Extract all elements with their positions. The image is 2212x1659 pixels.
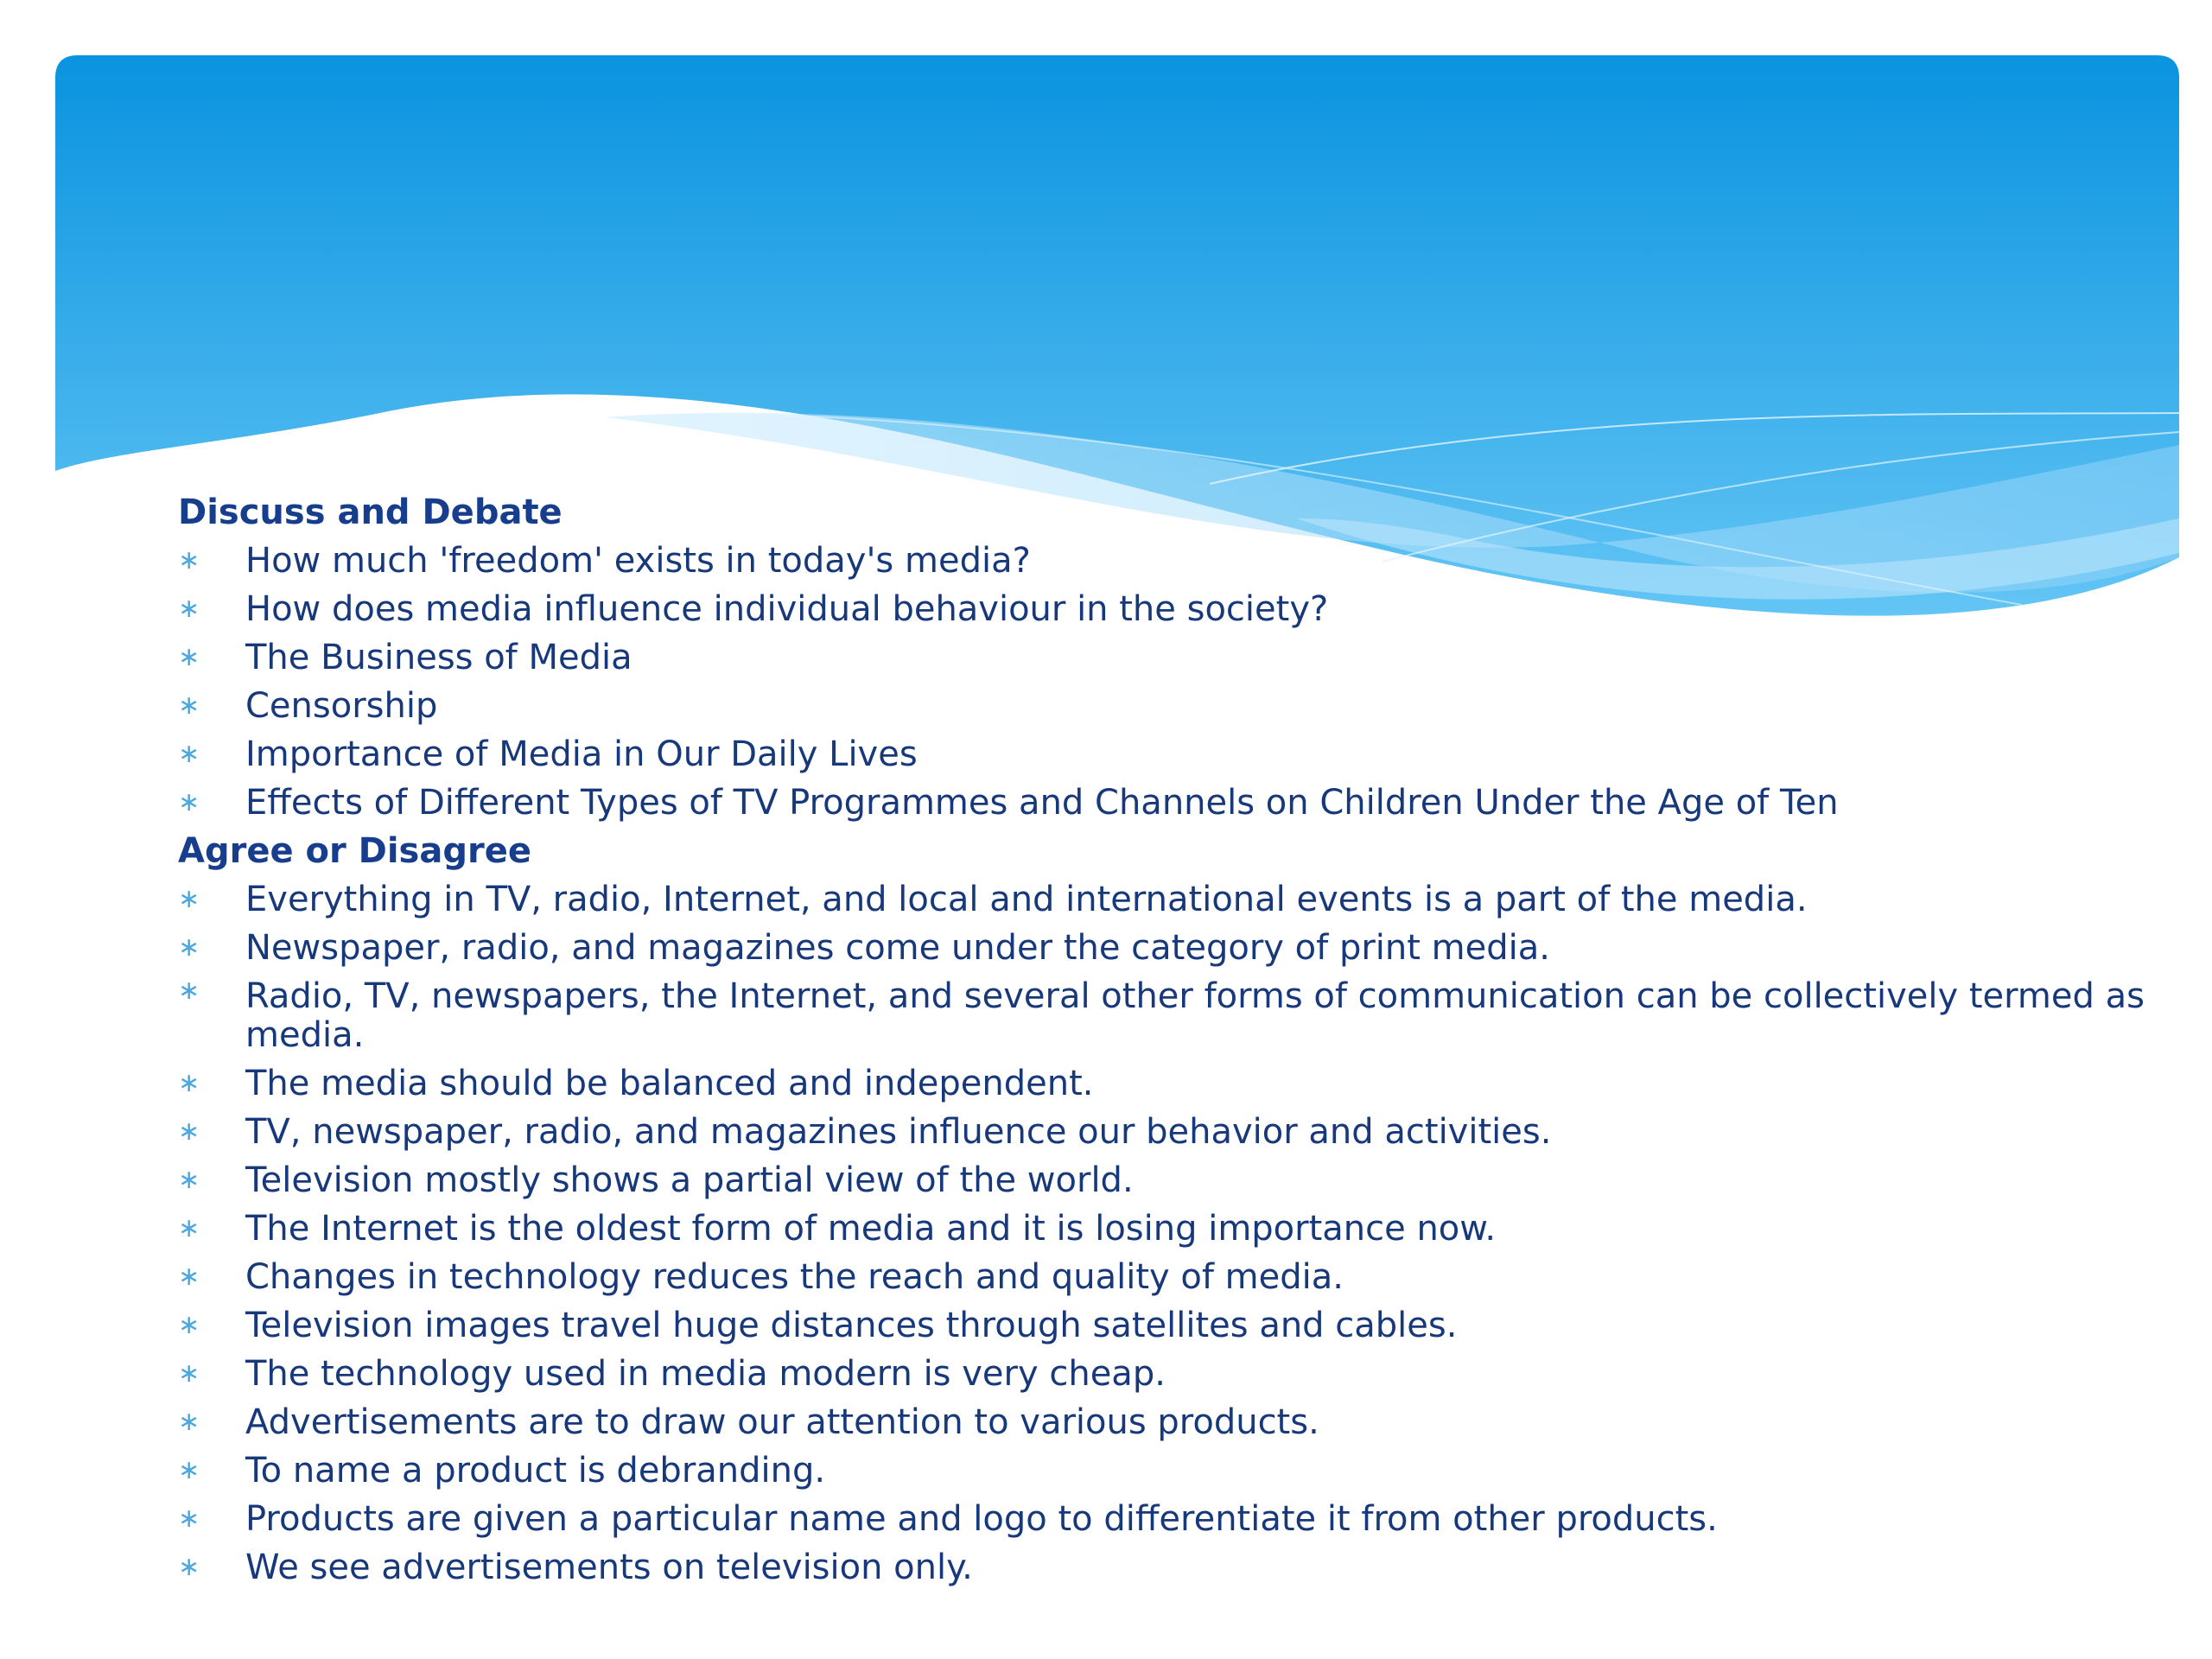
list-item-text: Television images travel huge distances through satellites and cables.: [245, 1306, 1458, 1345]
list-item: [178, 1446, 2165, 1495]
asterisk-icon: ∗: [178, 1552, 200, 1582]
list-item: [178, 1301, 2165, 1350]
asterisk-icon: ∗: [178, 1503, 200, 1534]
list-item-text: TV, newspaper, radio, and magazines influence our behavior and activities.: [245, 1112, 1552, 1152]
list-item: [178, 585, 2165, 633]
list-item: [178, 1495, 2165, 1543]
list-item-text: Products are given a particular name and logo to differentiate it from other products.: [245, 1499, 1718, 1539]
asterisk-icon: ∗: [178, 884, 200, 914]
asterisk-icon: ∗: [178, 1165, 200, 1195]
list-item: [178, 1059, 2165, 1108]
list-item: [178, 1398, 2165, 1446]
asterisk-icon: ∗: [178, 1213, 200, 1243]
list-item: [178, 1108, 2165, 1156]
list-item-text: The Internet is the oldest form of media and it is losing importance now.: [245, 1209, 1497, 1249]
section-heading: Agree or Disagree: [178, 831, 531, 871]
asterisk-icon: ∗: [178, 787, 200, 817]
topic-list: [178, 875, 2165, 1592]
list-item-text: Importance of Media in Our Daily Lives: [245, 734, 918, 774]
section-heading: Discuss and Debate: [178, 493, 563, 532]
list-item-text: The Business of Media: [245, 638, 632, 677]
asterisk-icon: ∗: [178, 739, 200, 769]
topic-list: [178, 537, 2165, 827]
list-item: [178, 730, 2165, 779]
asterisk-icon: ∗: [178, 976, 200, 1006]
list-item: [178, 1350, 2165, 1398]
list-item-text: The media should be balanced and independent.: [245, 1064, 1094, 1103]
list-item-text: Advertisements are to draw our attention to various products.: [245, 1402, 1319, 1442]
asterisk-icon: ∗: [178, 1068, 200, 1098]
list-item-text: To name a product is debranding.: [245, 1451, 826, 1491]
slide-content: [178, 488, 2165, 1592]
list-item-text: The technology used in media modern is very cheap.: [245, 1354, 1166, 1394]
list-item-text: Changes in technology reduces the reach and quality of media.: [245, 1257, 1344, 1297]
list-item: [178, 875, 2165, 924]
asterisk-icon: ∗: [178, 932, 200, 963]
asterisk-icon: ∗: [178, 1455, 200, 1485]
list-item-text: Effects of Different Types of TV Programmes and Channels on Children Under the Age of Ten: [245, 783, 1839, 823]
asterisk-icon: ∗: [178, 594, 200, 624]
list-item-text: Television mostly shows a partial view of the world.: [245, 1160, 1134, 1200]
list-item: [178, 537, 2165, 585]
asterisk-icon: ∗: [178, 1262, 200, 1292]
list-item: [178, 924, 2165, 972]
asterisk-icon: ∗: [178, 1358, 200, 1389]
asterisk-icon: ∗: [178, 642, 200, 672]
list-item-text: Censorship: [245, 686, 438, 726]
list-item: [178, 972, 2165, 1059]
list-item-text: Newspaper, radio, and magazines come under the category of print media.: [245, 928, 1550, 968]
list-item: [178, 633, 2165, 682]
list-item-text: Everything in TV, radio, Internet, and local and international events is a part of the media.: [245, 880, 1808, 919]
list-item: [178, 779, 2165, 827]
list-item-text: Radio, TV, newspapers, the Internet, and several other forms of communication can be collectively termed as media.: [245, 976, 2145, 1055]
list-item: [178, 682, 2165, 730]
list-item-text: We see advertisements on television only.: [245, 1548, 973, 1587]
list-item: [178, 1205, 2165, 1253]
list-item: [178, 1543, 2165, 1592]
list-item: [178, 1156, 2165, 1205]
asterisk-icon: ∗: [178, 545, 200, 575]
list-item-text: How does media influence individual behaviour in the society?: [245, 589, 1329, 629]
list-item-text: How much 'freedom' exists in today's media?: [245, 541, 1031, 581]
list-item: [178, 1253, 2165, 1301]
asterisk-icon: ∗: [178, 1310, 200, 1340]
asterisk-icon: ∗: [178, 690, 200, 721]
asterisk-icon: ∗: [178, 1407, 200, 1437]
asterisk-icon: ∗: [178, 1116, 200, 1147]
